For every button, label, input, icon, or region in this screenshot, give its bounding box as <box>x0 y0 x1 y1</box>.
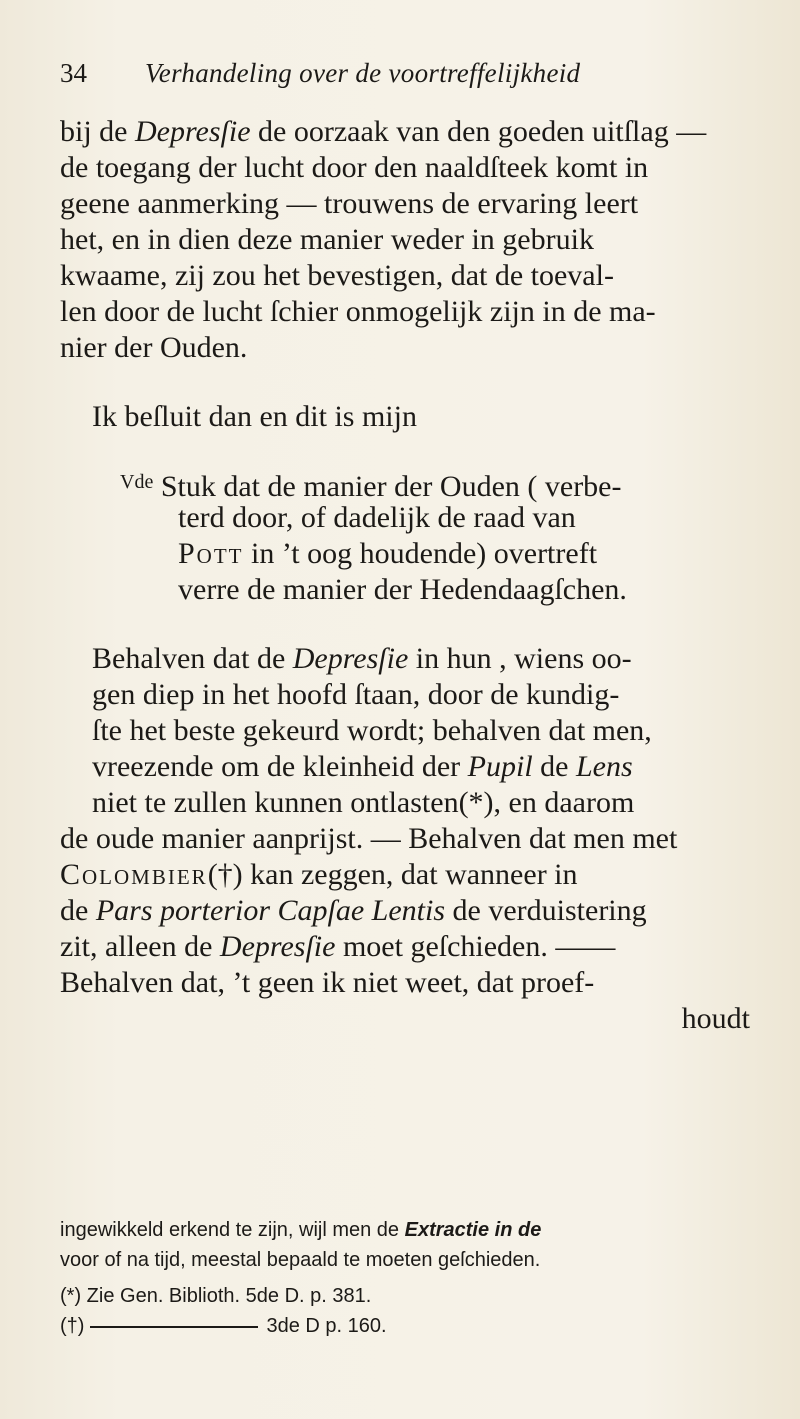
text-line: nier der Ouden. <box>60 331 248 364</box>
text-line: geene aanmerking — trouwens de ervaring leert <box>60 187 639 220</box>
ditto-dash <box>90 1326 258 1328</box>
catchword: houdt <box>681 1002 750 1035</box>
text-line: de oude manier aanprijst. — Behalven dat men met <box>60 822 678 855</box>
text-line: bij de Depresſie de oorzaak van den goeden uitſlag — <box>60 115 707 148</box>
text-line: gen diep in het hoofd ſtaan, door de kundig- <box>92 678 620 711</box>
text-line: ſte het beste gekeurd wordt; behalven dat men, <box>92 714 652 747</box>
page-header <box>60 58 760 98</box>
text-line: Colombier(†) kan zeggen, dat wanneer in <box>60 858 578 891</box>
footnote-1: (*) Zie Gen. Biblioth. 5de D. p. 381. <box>60 1285 372 1307</box>
footnote-continuation: ingewikkeld erkend te zijn, wijl men de Extractie in de <box>60 1219 542 1241</box>
running-head: Verhandeling over de voortreffelijkheid <box>145 58 581 88</box>
text-line: verre de manier der Hedendaagſchen. <box>178 573 627 606</box>
text-line: Behalven dat, ’t geen ik niet weet, dat proef- <box>60 966 595 999</box>
footnote-2: (†) 3de D p. 160. <box>60 1315 387 1337</box>
text-line: terd door, of dadelijk de raad van <box>178 501 576 534</box>
text-line: de toegang der lucht door den naaldſteek komt in <box>60 151 649 184</box>
text-line: Behalven dat de Depresſie in hun , wiens oo- <box>92 642 632 675</box>
text-line: kwaame, zij zou het bevestigen, dat de toeval- <box>60 259 614 292</box>
footnote-continuation: voor of na tijd, meestal bepaald te moeten geſchieden. <box>60 1249 541 1271</box>
text-line: de Pars porterior Capſae Lentis de verduistering <box>60 894 647 927</box>
text-line: het, en in dien deze manier weder in gebruik <box>60 223 594 256</box>
text-line: niet te zullen kunnen ontlasten(*), en daarom <box>92 786 635 819</box>
text-line: $^{Vde}$ Stuk dat de manier der Ouden ( verbe- <box>120 470 622 503</box>
text-line: zit, alleen de Depresſie moet geſchieden. —— <box>60 930 616 963</box>
text-line: len door de lucht ſchier onmogelijk zijn in de ma- <box>60 295 656 328</box>
text-line: Pott in ’t oog houdende) overtreft <box>178 537 598 570</box>
text-line: Ik beſluit dan en dit is mijn <box>92 400 417 433</box>
page-number: 34 <box>60 58 87 88</box>
text-line: vreezende om de kleinheid der Pupil de Lens <box>92 750 633 783</box>
